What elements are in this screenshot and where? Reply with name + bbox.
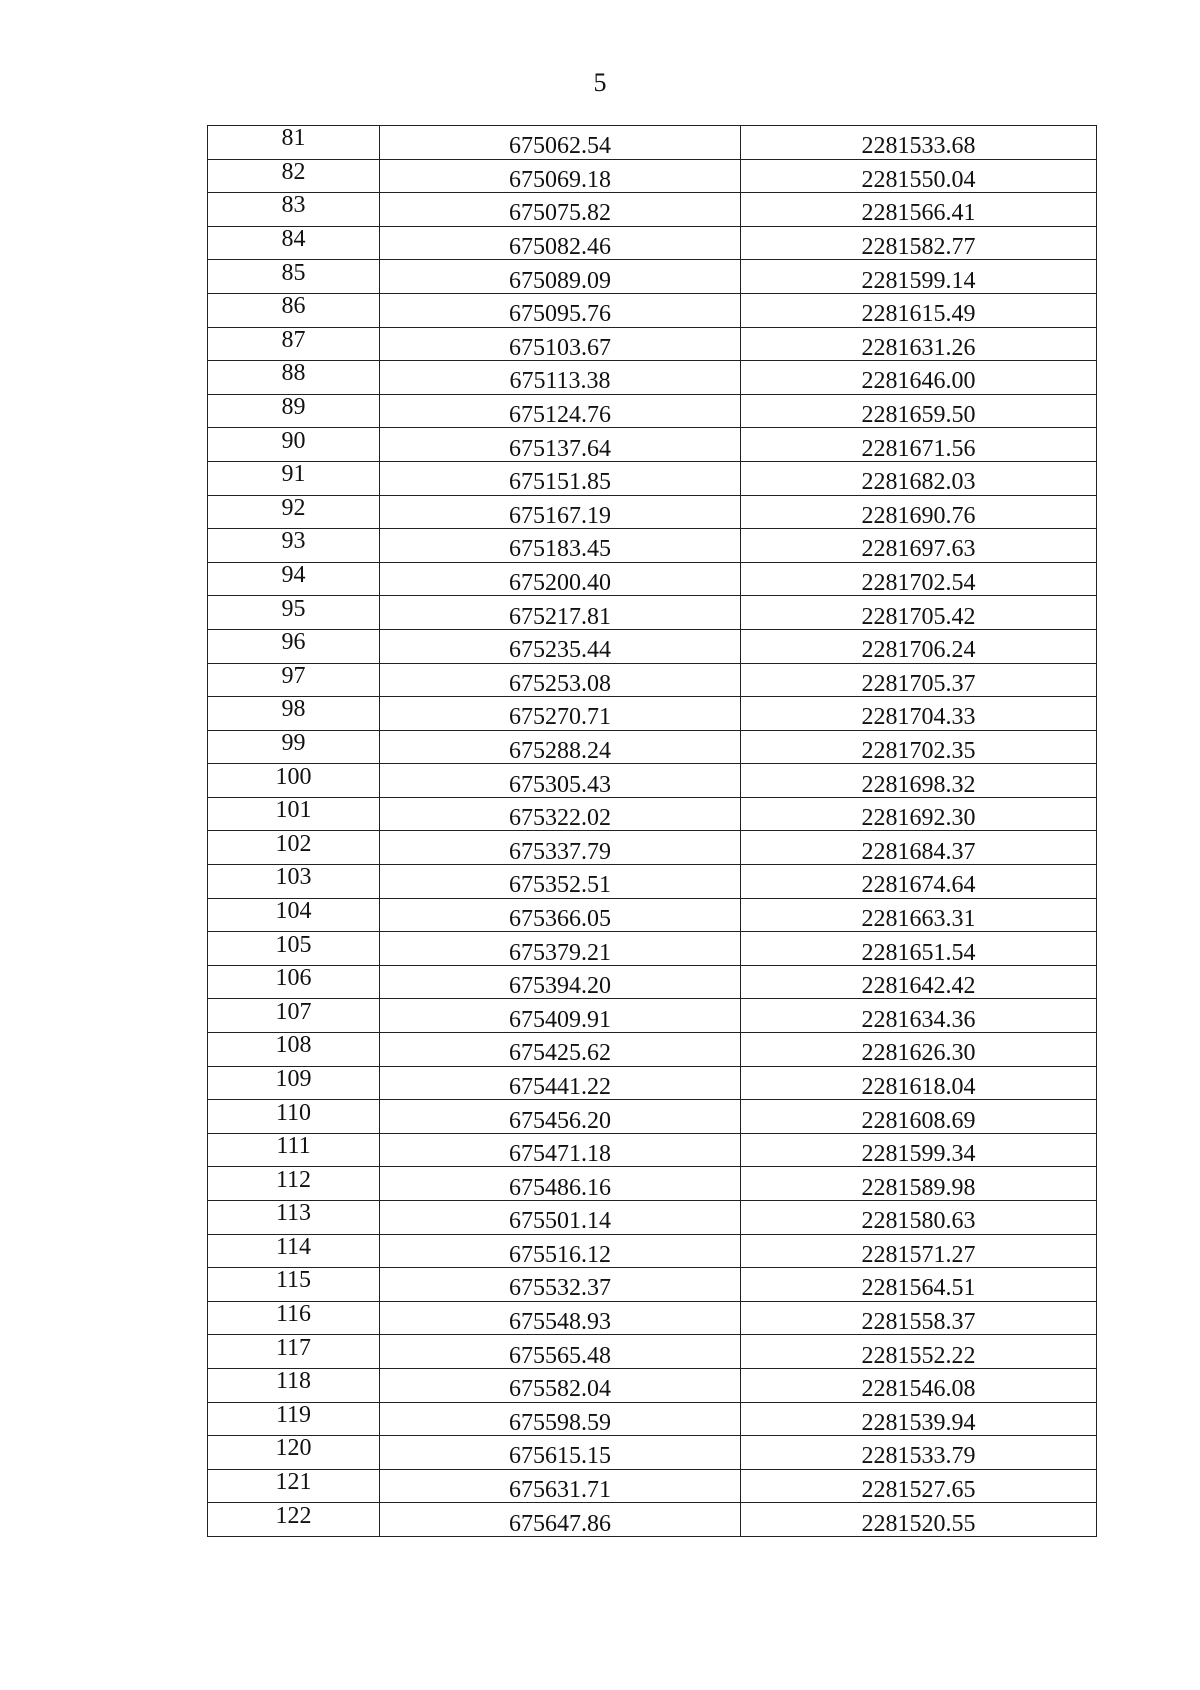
y-coordinate-cell-text: 2281706.24 <box>861 637 976 664</box>
y-coordinate-cell <box>741 797 1097 831</box>
x-coordinate-cell <box>380 999 741 1033</box>
y-coordinate-cell-text: 2281634.36 <box>861 1006 976 1033</box>
point-number-cell-text: 83 <box>281 192 306 219</box>
x-coordinate-cell-text: 675062.54 <box>509 133 611 160</box>
x-coordinate-cell <box>380 529 741 563</box>
x-coordinate-cell-text: 675322.02 <box>509 805 611 832</box>
point-number-cell <box>208 831 380 865</box>
point-number-cell <box>208 529 380 563</box>
y-coordinate-cell-text: 2281671.56 <box>861 435 976 462</box>
page-number: 5 <box>593 68 607 97</box>
table-row <box>208 999 1097 1033</box>
y-coordinate-cell-text: 2281564.51 <box>861 1275 976 1302</box>
point-number-cell-text: 117 <box>275 1334 312 1361</box>
y-coordinate-cell <box>741 1301 1097 1335</box>
x-coordinate-cell <box>380 562 741 596</box>
point-number-cell <box>208 461 380 495</box>
table-row <box>208 629 1097 663</box>
point-number-cell <box>208 1167 380 1201</box>
x-coordinate-cell <box>380 697 741 731</box>
x-coordinate-cell <box>380 327 741 361</box>
point-number-cell <box>208 1066 380 1100</box>
x-coordinate-cell <box>380 1436 741 1470</box>
point-number-cell <box>208 126 380 160</box>
x-coordinate-cell-text: 675137.64 <box>509 435 611 462</box>
y-coordinate-cell <box>741 159 1097 193</box>
y-coordinate-cell <box>741 327 1097 361</box>
y-coordinate-cell-text: 2281599.14 <box>861 267 976 294</box>
table-row <box>208 461 1097 495</box>
x-coordinate-cell <box>380 1201 741 1235</box>
y-coordinate-cell-text: 2281539.94 <box>861 1409 976 1436</box>
point-number-cell <box>208 226 380 260</box>
point-number-cell-text: 120 <box>275 1435 312 1462</box>
y-coordinate-cell <box>741 865 1097 899</box>
y-coordinate-cell-text: 2281582.77 <box>861 234 976 261</box>
point-number-cell-text: 118 <box>275 1368 312 1395</box>
point-number-cell <box>208 361 380 395</box>
x-coordinate-cell-text: 675069.18 <box>509 166 611 193</box>
x-coordinate-cell-text: 675409.91 <box>509 1006 611 1033</box>
point-number-cell <box>208 1033 380 1067</box>
point-number-cell-text: 122 <box>275 1502 312 1529</box>
point-number-cell-text: 106 <box>275 965 312 992</box>
y-coordinate-cell <box>741 1368 1097 1402</box>
point-number-cell <box>208 999 380 1033</box>
y-coordinate-cell <box>741 1436 1097 1470</box>
coordinates-table-body <box>208 126 1097 1537</box>
point-number-cell <box>208 327 380 361</box>
table-row <box>208 1436 1097 1470</box>
y-coordinate-cell <box>741 898 1097 932</box>
table-row <box>208 293 1097 327</box>
point-number-cell <box>208 1402 380 1436</box>
y-coordinate-cell <box>741 193 1097 227</box>
y-coordinate-cell-text: 2281599.34 <box>861 1141 976 1168</box>
x-coordinate-cell <box>380 461 741 495</box>
point-number-cell-text: 114 <box>275 1233 312 1260</box>
x-coordinate-cell-text: 675441.22 <box>509 1073 611 1100</box>
table-row <box>208 697 1097 731</box>
table-row <box>208 1301 1097 1335</box>
x-coordinate-cell-text: 675394.20 <box>509 973 611 1000</box>
y-coordinate-cell-text: 2281684.37 <box>861 838 976 865</box>
point-number-cell <box>208 932 380 966</box>
y-coordinate-cell-text: 2281550.04 <box>861 166 976 193</box>
point-number-cell <box>208 965 380 999</box>
y-coordinate-cell <box>741 226 1097 260</box>
y-coordinate-cell-text: 2281690.76 <box>861 502 976 529</box>
x-coordinate-cell <box>380 663 741 697</box>
point-number-cell-text: 116 <box>275 1301 312 1328</box>
y-coordinate-cell <box>741 1066 1097 1100</box>
point-number-cell-text: 93 <box>281 528 306 555</box>
point-number-cell-text: 87 <box>281 326 306 353</box>
y-coordinate-cell-text: 2281552.22 <box>861 1342 976 1369</box>
y-coordinate-cell-text: 2281546.08 <box>861 1376 976 1403</box>
y-coordinate-cell <box>741 1402 1097 1436</box>
x-coordinate-cell-text: 675647.86 <box>509 1510 611 1537</box>
y-coordinate-cell <box>741 126 1097 160</box>
table-row <box>208 965 1097 999</box>
x-coordinate-cell-text: 675379.21 <box>509 939 611 966</box>
y-coordinate-cell-text: 2281642.42 <box>861 973 976 1000</box>
x-coordinate-cell-text: 675253.08 <box>509 670 611 697</box>
point-number-cell <box>208 730 380 764</box>
y-coordinate-cell <box>741 697 1097 731</box>
x-coordinate-cell <box>380 965 741 999</box>
x-coordinate-cell <box>380 1469 741 1503</box>
table-row <box>208 428 1097 462</box>
point-number-cell-text: 112 <box>275 1166 312 1193</box>
point-number-cell <box>208 663 380 697</box>
point-number-cell-text: 119 <box>275 1401 312 1428</box>
table-row <box>208 529 1097 563</box>
x-coordinate-cell <box>380 226 741 260</box>
y-coordinate-cell-text: 2281580.63 <box>861 1208 976 1235</box>
y-coordinate-cell <box>741 260 1097 294</box>
y-coordinate-cell <box>741 999 1097 1033</box>
x-coordinate-cell <box>380 428 741 462</box>
x-coordinate-cell-text: 675516.12 <box>509 1241 611 1268</box>
x-coordinate-cell-text: 675582.04 <box>509 1376 611 1403</box>
x-coordinate-cell-text: 675565.48 <box>509 1342 611 1369</box>
y-coordinate-cell-text: 2281704.33 <box>861 704 976 731</box>
x-coordinate-cell-text: 675235.44 <box>509 637 611 664</box>
point-number-cell <box>208 629 380 663</box>
y-coordinate-cell-text: 2281571.27 <box>861 1241 976 1268</box>
x-coordinate-cell-text: 675615.15 <box>509 1443 611 1470</box>
table-row <box>208 394 1097 428</box>
y-coordinate-cell <box>741 932 1097 966</box>
table-row <box>208 361 1097 395</box>
y-coordinate-cell-text: 2281589.98 <box>861 1174 976 1201</box>
table-row <box>208 159 1097 193</box>
point-number-cell-text: 108 <box>275 1032 312 1059</box>
x-coordinate-cell-text: 675270.71 <box>509 704 611 731</box>
point-number-cell <box>208 562 380 596</box>
point-number-cell <box>208 159 380 193</box>
table-row <box>208 1066 1097 1100</box>
y-coordinate-cell <box>741 361 1097 395</box>
table-row <box>208 126 1097 160</box>
x-coordinate-cell-text: 675217.81 <box>509 603 611 630</box>
table-row <box>208 1503 1097 1537</box>
x-coordinate-cell <box>380 596 741 630</box>
x-coordinate-cell-text: 675075.82 <box>509 200 611 227</box>
table-row <box>208 730 1097 764</box>
point-number-cell-text: 89 <box>281 394 306 421</box>
y-coordinate-cell-text: 2281682.03 <box>861 469 976 496</box>
y-coordinate-cell <box>741 394 1097 428</box>
x-coordinate-cell <box>380 898 741 932</box>
x-coordinate-cell <box>380 1066 741 1100</box>
table-row <box>208 663 1097 697</box>
y-coordinate-cell-text: 2281527.65 <box>861 1477 976 1504</box>
y-coordinate-cell-text: 2281702.54 <box>861 570 976 597</box>
y-coordinate-cell-text: 2281566.41 <box>861 200 976 227</box>
y-coordinate-cell <box>741 461 1097 495</box>
point-number-cell-text: 92 <box>281 494 306 521</box>
y-coordinate-cell-text: 2281558.37 <box>861 1309 976 1336</box>
x-coordinate-cell-text: 675082.46 <box>509 234 611 261</box>
table-row <box>208 797 1097 831</box>
point-number-cell <box>208 495 380 529</box>
point-number-cell <box>208 764 380 798</box>
point-number-cell-text: 96 <box>281 629 306 656</box>
table-row <box>208 1133 1097 1167</box>
x-coordinate-cell-text: 675366.05 <box>509 905 611 932</box>
point-number-cell-text: 110 <box>275 1099 312 1126</box>
point-number-cell <box>208 865 380 899</box>
x-coordinate-cell-text: 675486.16 <box>509 1174 611 1201</box>
y-coordinate-cell-text: 2281705.37 <box>861 670 976 697</box>
y-coordinate-cell-text: 2281615.49 <box>861 301 976 328</box>
x-coordinate-cell <box>380 293 741 327</box>
point-number-cell-text: 103 <box>275 864 312 891</box>
coordinates-table <box>207 125 1097 1537</box>
y-coordinate-cell <box>741 1268 1097 1302</box>
y-coordinate-cell-text: 2281705.42 <box>861 603 976 630</box>
y-coordinate-cell <box>741 1100 1097 1134</box>
y-coordinate-cell <box>741 1234 1097 1268</box>
x-coordinate-cell <box>380 865 741 899</box>
point-number-cell <box>208 1436 380 1470</box>
point-number-cell-text: 90 <box>281 427 306 454</box>
y-coordinate-cell <box>741 1469 1097 1503</box>
point-number-cell <box>208 596 380 630</box>
table-row <box>208 495 1097 529</box>
point-number-cell-text: 95 <box>281 595 306 622</box>
x-coordinate-cell-text: 675501.14 <box>509 1208 611 1235</box>
x-coordinate-cell-text: 675113.38 <box>509 368 611 395</box>
x-coordinate-cell-text: 675124.76 <box>509 402 611 429</box>
x-coordinate-cell <box>380 932 741 966</box>
table-row <box>208 1100 1097 1134</box>
point-number-cell <box>208 1335 380 1369</box>
y-coordinate-cell <box>741 495 1097 529</box>
y-coordinate-cell-text: 2281626.30 <box>861 1040 976 1067</box>
y-coordinate-cell <box>741 428 1097 462</box>
x-coordinate-cell-text: 675337.79 <box>509 838 611 865</box>
y-coordinate-cell-text: 2281692.30 <box>861 805 976 832</box>
x-coordinate-cell <box>380 1268 741 1302</box>
y-coordinate-cell <box>741 831 1097 865</box>
y-coordinate-cell-text: 2281651.54 <box>861 939 976 966</box>
table-row <box>208 193 1097 227</box>
x-coordinate-cell <box>380 1167 741 1201</box>
x-coordinate-cell-text: 675183.45 <box>509 536 611 563</box>
y-coordinate-cell <box>741 764 1097 798</box>
point-number-cell-text: 86 <box>281 293 306 320</box>
y-coordinate-cell-text: 2281631.26 <box>861 334 976 361</box>
table-row <box>208 1469 1097 1503</box>
point-number-cell-text: 102 <box>275 830 312 857</box>
point-number-cell <box>208 1301 380 1335</box>
y-coordinate-cell <box>741 529 1097 563</box>
x-coordinate-cell <box>380 1301 741 1335</box>
point-number-cell-text: 109 <box>275 1065 312 1092</box>
x-coordinate-cell <box>380 1368 741 1402</box>
point-number-cell-text: 99 <box>281 729 306 756</box>
x-coordinate-cell <box>380 159 741 193</box>
table-row <box>208 1335 1097 1369</box>
x-coordinate-cell <box>380 1503 741 1537</box>
y-coordinate-cell <box>741 730 1097 764</box>
y-coordinate-cell-text: 2281674.64 <box>861 872 976 899</box>
point-number-cell <box>208 697 380 731</box>
x-coordinate-cell-text: 675305.43 <box>509 771 611 798</box>
point-number-cell <box>208 193 380 227</box>
table-row <box>208 831 1097 865</box>
point-number-cell-text: 98 <box>281 696 306 723</box>
point-number-cell-text: 105 <box>275 931 312 958</box>
table-row <box>208 898 1097 932</box>
x-coordinate-cell-text: 675089.09 <box>509 267 611 294</box>
y-coordinate-cell-text: 2281663.31 <box>861 905 976 932</box>
point-number-cell-text: 82 <box>281 158 306 185</box>
table-row <box>208 764 1097 798</box>
point-number-cell <box>208 260 380 294</box>
y-coordinate-cell <box>741 663 1097 697</box>
point-number-cell-text: 101 <box>275 797 312 824</box>
x-coordinate-cell <box>380 730 741 764</box>
x-coordinate-cell-text: 675167.19 <box>509 502 611 529</box>
table-row <box>208 1402 1097 1436</box>
point-number-cell-text: 84 <box>281 226 306 253</box>
y-coordinate-cell-text: 2281646.00 <box>861 368 976 395</box>
table-row <box>208 1368 1097 1402</box>
point-number-cell <box>208 1100 380 1134</box>
x-coordinate-cell-text: 675532.37 <box>509 1275 611 1302</box>
x-coordinate-cell <box>380 193 741 227</box>
x-coordinate-cell <box>380 1402 741 1436</box>
x-coordinate-cell <box>380 797 741 831</box>
x-coordinate-cell <box>380 260 741 294</box>
table-row <box>208 1268 1097 1302</box>
y-coordinate-cell-text: 2281533.68 <box>861 133 976 160</box>
point-number-cell <box>208 1234 380 1268</box>
point-number-cell-text: 104 <box>275 897 312 924</box>
point-number-cell <box>208 293 380 327</box>
table-row <box>208 596 1097 630</box>
table-row <box>208 932 1097 966</box>
table-row <box>208 865 1097 899</box>
point-number-cell-text: 91 <box>281 461 306 488</box>
y-coordinate-cell-text: 2281698.32 <box>861 771 976 798</box>
x-coordinate-cell <box>380 1033 741 1067</box>
y-coordinate-cell <box>741 1033 1097 1067</box>
y-coordinate-cell <box>741 1503 1097 1537</box>
y-coordinate-cell <box>741 562 1097 596</box>
table-row <box>208 1234 1097 1268</box>
y-coordinate-cell-text: 2281520.55 <box>861 1510 976 1537</box>
x-coordinate-cell <box>380 1133 741 1167</box>
y-coordinate-cell-text: 2281533.79 <box>861 1443 976 1470</box>
point-number-cell-text: 121 <box>275 1469 312 1496</box>
point-number-cell-text: 97 <box>281 662 306 689</box>
y-coordinate-cell <box>741 629 1097 663</box>
table-row <box>208 562 1097 596</box>
point-number-cell-text: 115 <box>275 1267 312 1294</box>
x-coordinate-cell <box>380 126 741 160</box>
table-row <box>208 1033 1097 1067</box>
y-coordinate-cell <box>741 596 1097 630</box>
point-number-cell-text: 113 <box>275 1200 312 1227</box>
point-number-cell <box>208 1368 380 1402</box>
point-number-cell-text: 94 <box>281 562 306 589</box>
point-number-cell <box>208 898 380 932</box>
x-coordinate-cell-text: 675095.76 <box>509 301 611 328</box>
x-coordinate-cell <box>380 1335 741 1369</box>
y-coordinate-cell <box>741 293 1097 327</box>
x-coordinate-cell-text: 675456.20 <box>509 1107 611 1134</box>
point-number-cell-text: 81 <box>281 125 306 152</box>
x-coordinate-cell-text: 675352.51 <box>509 872 611 899</box>
table-row <box>208 327 1097 361</box>
y-coordinate-cell <box>741 1335 1097 1369</box>
point-number-cell <box>208 1268 380 1302</box>
x-coordinate-cell-text: 675631.71 <box>509 1477 611 1504</box>
y-coordinate-cell-text: 2281697.63 <box>861 536 976 563</box>
y-coordinate-cell <box>741 965 1097 999</box>
x-coordinate-cell <box>380 495 741 529</box>
point-number-cell <box>208 1469 380 1503</box>
y-coordinate-cell <box>741 1133 1097 1167</box>
x-coordinate-cell-text: 675548.93 <box>509 1309 611 1336</box>
x-coordinate-cell-text: 675425.62 <box>509 1040 611 1067</box>
y-coordinate-cell-text: 2281608.69 <box>861 1107 976 1134</box>
x-coordinate-cell-text: 675200.40 <box>509 570 611 597</box>
x-coordinate-cell-text: 675288.24 <box>509 737 611 764</box>
table-row <box>208 1167 1097 1201</box>
x-coordinate-cell <box>380 1234 741 1268</box>
table-row <box>208 260 1097 294</box>
x-coordinate-cell-text: 675151.85 <box>509 469 611 496</box>
x-coordinate-cell <box>380 1100 741 1134</box>
point-number-cell-text: 100 <box>275 763 312 790</box>
x-coordinate-cell <box>380 629 741 663</box>
x-coordinate-cell <box>380 361 741 395</box>
table-row <box>208 226 1097 260</box>
y-coordinate-cell-text: 2281659.50 <box>861 402 976 429</box>
x-coordinate-cell-text: 675471.18 <box>509 1141 611 1168</box>
y-coordinate-cell-text: 2281618.04 <box>861 1073 976 1100</box>
point-number-cell-text: 107 <box>275 998 312 1025</box>
x-coordinate-cell <box>380 394 741 428</box>
point-number-cell-text: 85 <box>281 259 306 286</box>
y-coordinate-cell <box>741 1167 1097 1201</box>
y-coordinate-cell-text: 2281702.35 <box>861 737 976 764</box>
point-number-cell <box>208 428 380 462</box>
y-coordinate-cell <box>741 1201 1097 1235</box>
x-coordinate-cell-text: 675103.67 <box>509 334 611 361</box>
x-coordinate-cell-text: 675598.59 <box>509 1409 611 1436</box>
point-number-cell-text: 88 <box>281 360 306 387</box>
x-coordinate-cell <box>380 764 741 798</box>
table-row <box>208 1201 1097 1235</box>
point-number-cell <box>208 1503 380 1537</box>
x-coordinate-cell <box>380 831 741 865</box>
point-number-cell <box>208 1201 380 1235</box>
point-number-cell <box>208 797 380 831</box>
point-number-cell <box>208 1133 380 1167</box>
point-number-cell-text: 111 <box>276 1133 311 1160</box>
point-number-cell <box>208 394 380 428</box>
